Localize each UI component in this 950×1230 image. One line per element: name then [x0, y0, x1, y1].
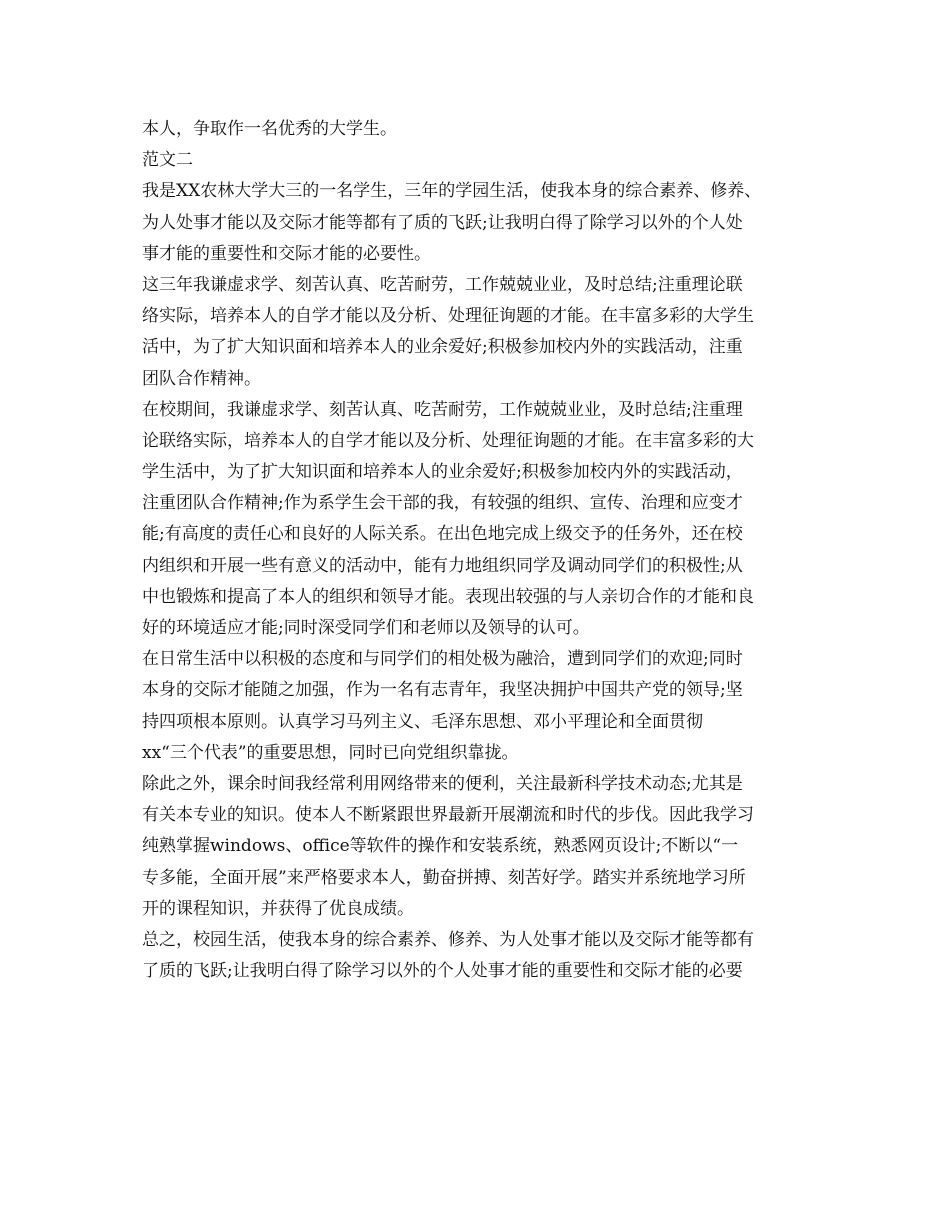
text-line: 事才能的重要性和交际才能的必要性。: [142, 243, 431, 264]
text-line: 络实际，培养本人的自学才能以及分析、处理征询题的才能。在丰富多彩的大学生: [142, 306, 754, 327]
text-line: 开的课程知识，并获得了优良成绩。: [142, 898, 414, 919]
text-line: 纯熟掌握windows、office等软件的操作和安装系统，熟悉网页设计;不断以“一: [142, 836, 739, 857]
text-line: 活中，为了扩大知识面和培养本人的业余爱好;积极参加校内外的实践活动，注重: [142, 337, 743, 358]
section-heading: 范文二: [142, 150, 193, 171]
text-line: 学生活中，为了扩大知识面和培养本人的业余爱好;积极参加校内外的实践活动，: [142, 462, 743, 483]
text-line: 有关本专业的知识。使本人不断紧跟世界最新开展潮流和时代的步伐。因此我学习: [142, 805, 754, 826]
text-line: 本身的交际才能随之加强，作为一名有志青年，我坚决拥护中国共产党的领导;坚: [142, 680, 743, 701]
text-line: 了质的飞跃;让我明白得了除学习以外的个人处事才能的重要性和交际才能的必要: [142, 961, 743, 982]
text-line: 这三年我谦虚求学、刻苦认真、吃苦耐劳，工作兢兢业业，及时总结;注重理论联: [142, 274, 743, 295]
text-line: xx“三个代表”的重要思想，同时已向党组织靠拢。: [142, 742, 519, 763]
text-line: 除此之外，课余时间我经常利用网络带来的便利，关注最新科学技术动态;尤其是: [142, 773, 743, 794]
text-line: 论联络实际，培养本人的自学才能以及分析、处理征询题的才能。在丰富多彩的大: [142, 430, 754, 451]
text-line: 本人，争取作一名优秀的大学生。: [142, 119, 397, 139]
text-line: 注重团队合作精神;作为系学生会干部的我，有较强的组织、宣传、治理和应变才: [142, 493, 743, 514]
text-line: 好的环境适应才能;同时深受同学们和老师以及领导的认可。: [142, 618, 590, 638]
document-body: [142, 114, 832, 987]
text-line: 内组织和开展一些有意义的活动中，能有力地组织同学及调动同学们的积极性;从: [142, 555, 743, 576]
text-line: 我是XX农林大学大三的一名学生，三年的学园生活，使我本身的综合素养、修养、: [142, 181, 762, 202]
text-line: 总之，校园生活，使我本身的综合素养、修养、为人处事才能以及交际才能等都有: [142, 929, 754, 950]
text-line: 团队合作精神。: [142, 368, 261, 389]
text-line: 为人处事才能以及交际才能等都有了质的飞跃;让我明白得了除学习以外的个人处: [142, 212, 743, 233]
text-line: 持四项根本原则。认真学习马列主义、毛泽东思想、邓小平理论和全面贯彻: [142, 711, 703, 732]
text-line: 在日常生活中以积极的态度和与同学们的相处极为融洽，遭到同学们的欢迎;同时: [142, 649, 743, 670]
text-line: 能;有高度的责任心和良好的人际关系。在出色地完成上级交予的任务外，还在校: [142, 524, 743, 545]
text-line: 中也锻炼和提高了本人的组织和领导才能。表现出较强的与人亲切合作的才能和良: [142, 586, 754, 607]
text-line: 专多能，全面开展”来严格要求本人，勤奋拼搏、刻苦好学。踏实并系统地学习所: [142, 867, 746, 888]
text-line: 在校期间，我谦虚求学、刻苦认真、吃苦耐劳，工作兢兢业业，及时总结;注重理: [142, 399, 743, 420]
